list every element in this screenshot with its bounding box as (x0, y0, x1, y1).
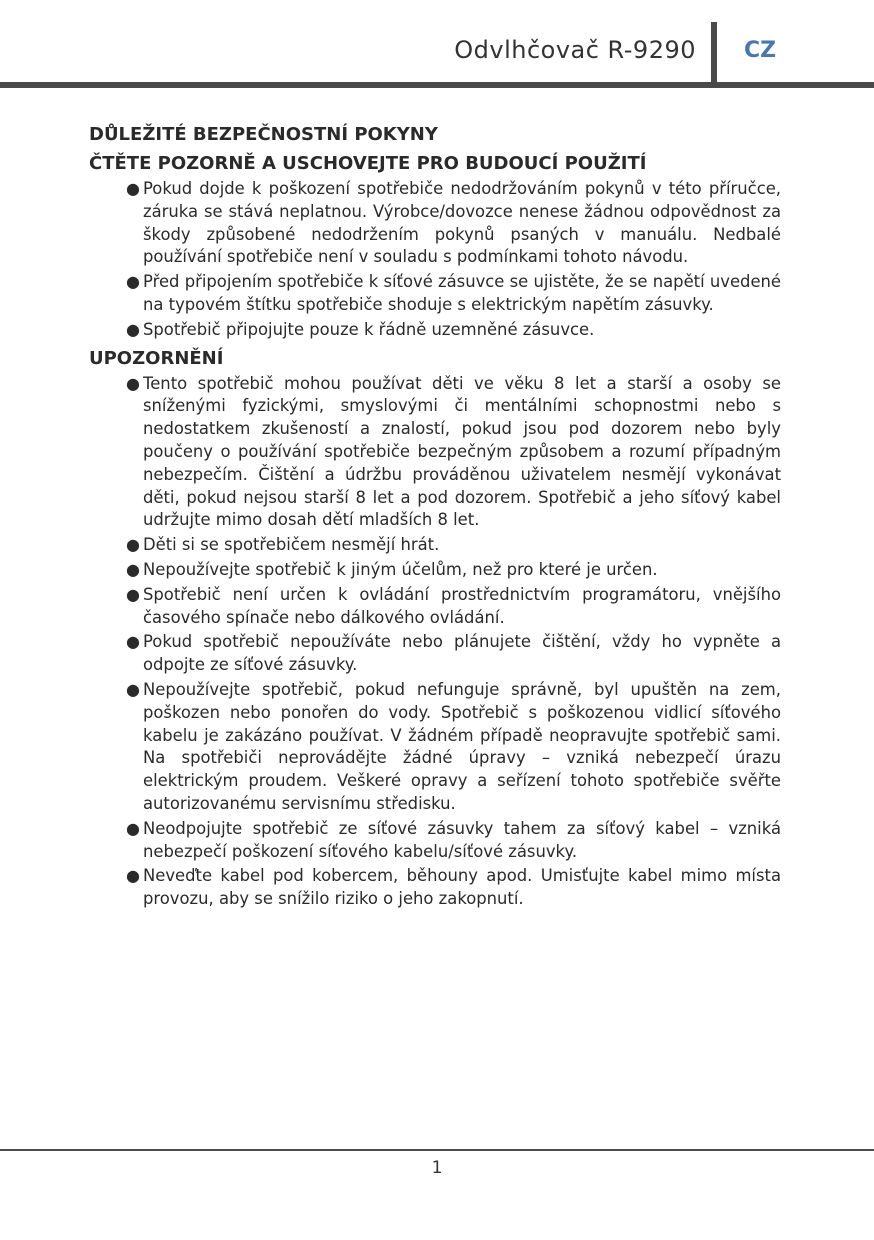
bullet-icon: ● (126, 373, 140, 393)
bullet-icon: ● (126, 866, 140, 886)
list-item: ● Děti si se spotřebičem nesmějí hrát. (89, 534, 781, 557)
list-item: ● Pokud spotřebič nepoužíváte nebo plánujete čištění, vždy ho vypněte a odpojte ze síťové zásuvky. (126, 632, 781, 675)
bullet-icon: ● (126, 632, 140, 652)
list-item: ● Neveďte kabel pod kobercem, běhouny apod. Umisťujte kabel mimo místa provozu, aby se snížilo riziko o jeho zakopnutí. (126, 866, 781, 909)
list-item: ● Nepoužívejte spotřebič, pokud nefunguje správně, byl upuštěn na zem, poškozen nebo ponořen do vody. Spotřebič s poškozenou vidlicí síťového kabelu je zakázáno používat. V žádném případě neopravujte spotřebič sami. Na spotřebiči neprovádějte žádné úpravy – vzniká nebezpečí úrazu elektrickým proudem. Veškeré opravy a seřízení tohoto spotřebiče svěřte autorizovanému servisnímu středisku. (126, 679, 781, 813)
document-body (89, 120, 789, 913)
bullet-icon: ● (126, 679, 140, 699)
warning-heading: UPOZORNĚNÍ (89, 347, 224, 369)
list-item: ● Neodpojujte spotřebič ze síťové zásuvky tahem za síťový kabel – vzniká nebezpečí poškození síťového kabelu/síťové zásuvky. (126, 818, 781, 861)
page-number: 1 (431, 1158, 443, 1178)
page-header (0, 0, 874, 90)
list-item: ● Tento spotřebič mohou používat děti ve věku 8 let a starší a osoby se sníženými fyzickými, smyslovými či mentálními schopnostmi nebo s nedostatkem zkušeností a znalostí, pokud jsou pod dozorem nebo byly poučeny o používání spotřebiče bezpečným způsobem a rozumí případným nebezpečím. Čištění a údržbu prováděnou uživatelem nesmějí vykonávat děti, pokud nejsou starší 8 let a pod dozorem. Spotřebič a jeho síťový kabel udržujte mimo dosah dětí mladších 8 let. (126, 373, 781, 530)
list-item: ● Před připojením spotřebiče k síťové zásuvce se ujistěte, že se napětí uvedené na typovém štítku spotřebiče shoduje s elektrickým napětím zásuvky. (126, 272, 781, 314)
header-vertical-divider (711, 22, 717, 82)
warning-list (89, 373, 789, 911)
list-item: ● Spotřebič není určen k ovládání prostřednictvím programátoru, vnějšího časového spínače nebo dálkového ovládání. (126, 584, 781, 627)
bullet-icon: ● (126, 179, 140, 198)
bullet-icon: ● (126, 272, 140, 292)
list-item: ● Spotřebič připojujte pouze k řádně uzemněné zásuvce. (89, 319, 781, 342)
bullet-icon: ● (126, 818, 140, 838)
bullet-icon: ● (126, 559, 140, 579)
read-carefully-heading: ČTĚTE POZORNĚ A USCHOVEJTE PRO BUDOUCÍ POUŽITÍ (89, 153, 647, 174)
product-title: Odvlhčovač R-9290 (454, 36, 696, 64)
safety-list (89, 178, 789, 342)
header-rule (0, 82, 874, 88)
language-code: CZ (744, 38, 777, 63)
footer-rule (0, 1149, 874, 1151)
bullet-icon: ● (126, 584, 140, 604)
safety-heading: DŮLEŽITÉ BEZPEČNOSTNÍ POKYNY (89, 124, 438, 145)
list-item: ● Pokud dojde k poškození spotřebiče nedodržováním pokynů v této příručce, záruka se stává neplatnou. Výrobce/dovozce nenese žádnou odpovědnost za škody způsobené nedodržením pokynů psaných v manuálu. Nedbalé používání spotřebiče není v souladu s podmínkami tohoto návodu. (126, 179, 781, 267)
bullet-icon: ● (126, 535, 140, 555)
list-item: ● Nepoužívejte spotřebič k jiným účelům, než pro které je určen. (89, 559, 781, 582)
bullet-icon: ● (126, 319, 140, 339)
